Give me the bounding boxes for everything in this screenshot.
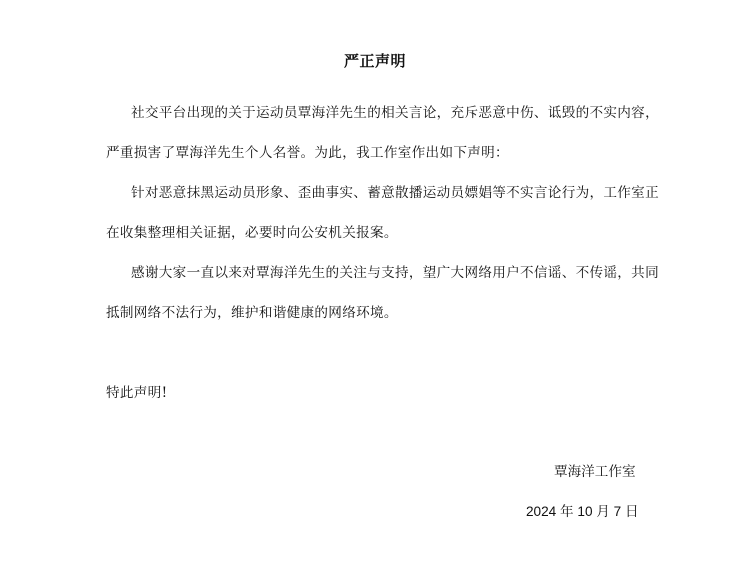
signature: 覃海洋工作室 — [554, 464, 636, 480]
paragraph-2-line-2: 在收集整理相关证据，必要时向公安机关报案。 — [106, 225, 398, 241]
closing-statement: 特此声明! — [106, 385, 168, 401]
paragraph-3-line-1: 感谢大家一直以来对覃海洋先生的关注与支持，望广大网络用户不信谣、不传谣，共同 — [131, 265, 659, 281]
date: 2024 年 10 月 7 日 — [526, 504, 639, 519]
paragraph-1-line-2: 严重损害了覃海洋先生个人名誉。为此，我工作室作出如下声明： — [106, 145, 509, 161]
paragraph-1-line-1: 社交平台出现的关于运动员覃海洋先生的相关言论，充斥恶意中伤、诋毁的不实内容， — [131, 105, 659, 121]
paragraph-2-line-1: 针对恶意抹黑运动员形象、歪曲事实、蓄意散播运动员嫖娼等不实言论行为，工作室正 — [131, 185, 659, 201]
document-title: 严正声明 — [343, 52, 406, 70]
paragraph-3-line-2: 抵制网络不法行为，维护和谐健康的网络环境。 — [106, 305, 398, 321]
